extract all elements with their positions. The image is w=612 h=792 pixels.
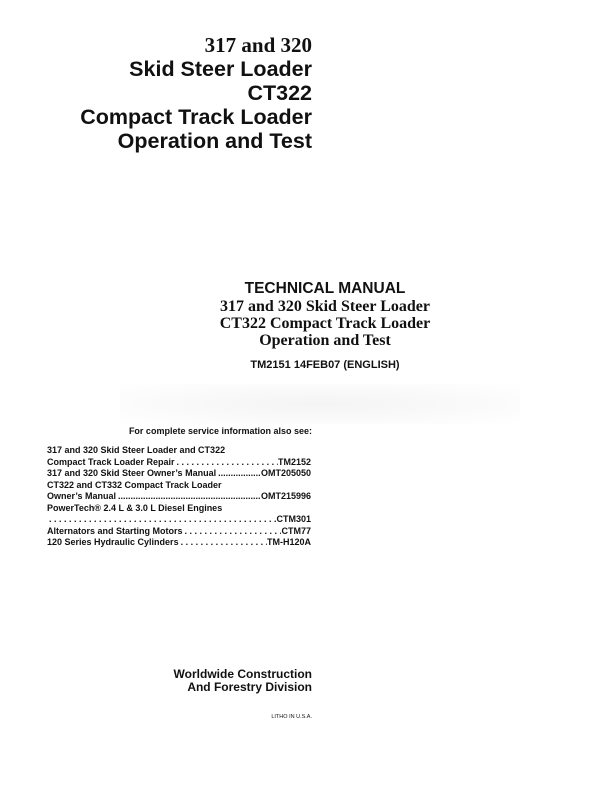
reference-code: OMT215996 — [260, 491, 311, 501]
manual-subtitle-line: CT322 Compact Track Loader — [219, 315, 431, 332]
division-block — [174, 668, 312, 694]
division-line: Worldwide Construction — [173, 667, 312, 681]
reference-text-line: 317 and 320 Skid Steer Loader and CT322 — [47, 445, 226, 455]
leader-dots — [47, 514, 276, 526]
cover-title-line: CT322 — [247, 81, 312, 105]
reference-title: Compact Track Loader Repair — [47, 456, 175, 467]
reference-row — [47, 537, 311, 549]
cover-title — [40, 33, 312, 153]
leader-dots — [175, 457, 278, 469]
reference-row — [47, 468, 311, 480]
reference-code: OMT205050 — [260, 468, 311, 478]
manual-subtitle-line: Operation and Test — [259, 332, 391, 349]
technical-manual-block — [200, 279, 450, 372]
division-line: And Forestry Division — [187, 680, 312, 694]
reference-title: 317 and 320 Skid Steer Owner’s Manual — [47, 468, 217, 478]
leader-dots — [216, 468, 261, 480]
reference-title: Alternators and Starting Motors — [47, 525, 183, 536]
reference-title: Owner’s Manual — [47, 491, 117, 501]
reference-code: TM-H120A — [266, 537, 311, 547]
manual-subtitle-line: 317 and 320 Skid Steer Loader — [220, 298, 430, 315]
manual-id-line: TM2151 14FEB07 (ENGLISH) — [250, 359, 400, 371]
cover-title-line: Skid Steer Loader — [129, 57, 312, 81]
scan-smudge — [120, 384, 520, 424]
reference-row — [47, 457, 311, 469]
reference-row — [47, 491, 311, 503]
reference-list — [47, 445, 311, 549]
cover-title-line: Compact Track Loader — [80, 105, 312, 129]
reference-text-line: CT322 and CT332 Compact Track Loader — [47, 479, 222, 490]
litho-note: LITHO IN U.S.A. — [271, 714, 312, 720]
cover-title-line: 317 and 320 — [204, 33, 312, 57]
technical-manual-heading: TECHNICAL MANUAL — [244, 280, 406, 297]
reference-title: 120 Series Hydraulic Cylinders — [47, 537, 179, 547]
reference-row — [47, 526, 311, 538]
reference-text-line: PowerTech® 2.4 L & 3.0 L Diesel Engines — [47, 502, 223, 513]
leader-dots — [179, 537, 267, 549]
cover-title-line: Operation and Test — [117, 129, 312, 153]
leader-dots — [116, 491, 261, 503]
leader-dots — [183, 526, 282, 538]
reference-code: TM2152 — [277, 456, 311, 467]
reference-code: CTM301 — [276, 514, 311, 524]
reference-row — [47, 514, 311, 526]
reference-code: CTM77 — [281, 525, 311, 536]
references-heading: For complete service information also see: — [128, 426, 312, 436]
